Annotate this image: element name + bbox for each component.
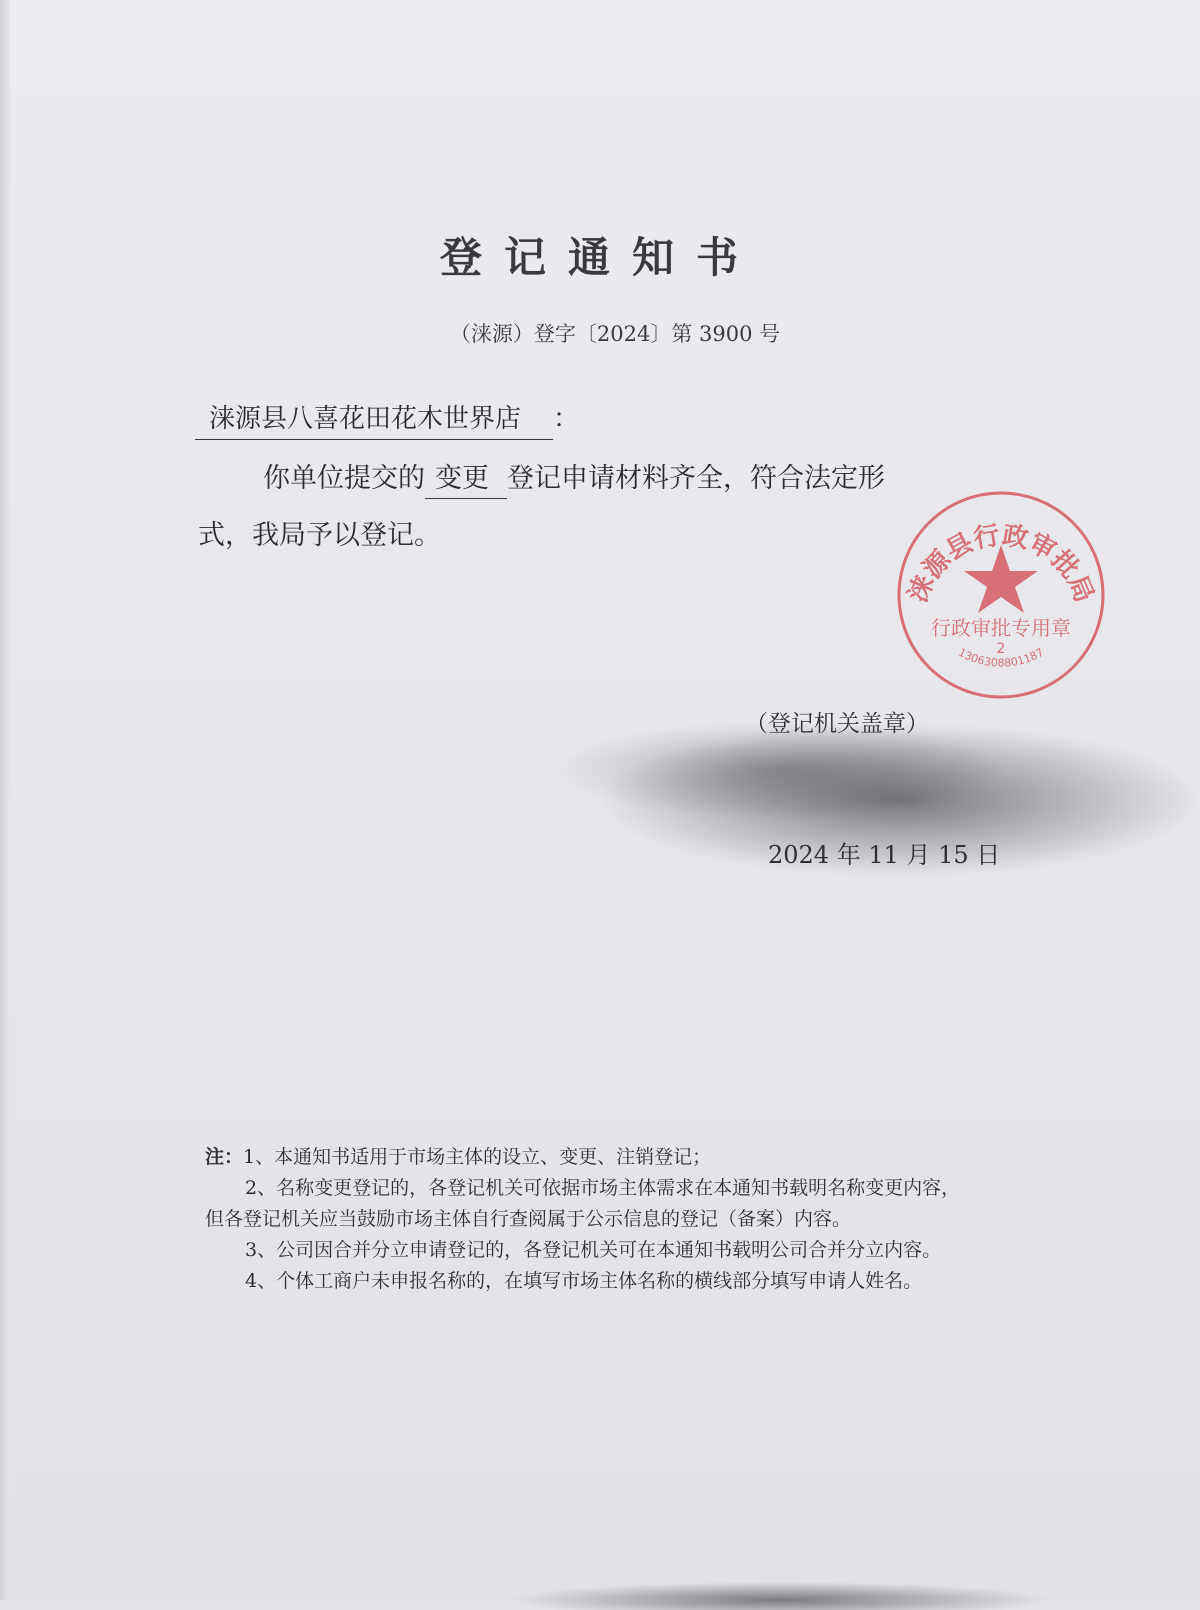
seal-code-text: 1306308801187 xyxy=(956,645,1046,670)
photo-shadow xyxy=(380,1570,1180,1610)
body-line1-rest: 登记申请材料齐全，符合法定形 xyxy=(507,463,885,494)
seal-note: （登记机关盖章） xyxy=(745,711,929,737)
note-item: 3、公司因合并分立申请登记的，各登记机关可在本通知书载明公司合并分立内容。 xyxy=(245,1239,942,1261)
issue-date: 2024 年 11 月 15 日 xyxy=(768,841,1001,869)
seal-purpose-text: 行政审批专用章 xyxy=(931,616,1071,640)
body-prefix: 你单位提交的 xyxy=(263,463,425,494)
note-item: 2、名称变更登记的，各登记机关可依据市场主体需求在本通知书载明名称变更内容， xyxy=(245,1177,961,1199)
body-line-1 xyxy=(263,456,885,499)
official-seal-stamp xyxy=(893,487,1109,703)
addressee-line xyxy=(195,398,579,440)
document-title: 登记通知书 xyxy=(439,233,760,282)
note-text: 1、本通知书适用于市场主体的设立、变更、注销登记； xyxy=(243,1146,712,1168)
note-item xyxy=(205,1142,960,1173)
notes-label: 注： xyxy=(205,1146,244,1168)
body-line-2: 式，我局予以登记。 xyxy=(198,520,441,551)
seal-authority-text: 涞源县行政审批局 xyxy=(902,520,1100,607)
registration-type: 变更 xyxy=(425,456,507,499)
note-item: 但各登记机关应当鼓励市场主体自行查阅属于公示信息的登记（备案）内容。 xyxy=(205,1208,852,1230)
notes-section xyxy=(205,1142,960,1297)
addressee-colon: ： xyxy=(553,404,580,434)
note-item: 4、个体工商户未申报名称的，在填写市场主体名称的横线部分填写申请人姓名。 xyxy=(245,1270,923,1292)
seal-sequence-text: 2 xyxy=(996,641,1006,657)
addressee-name: 涞源县八喜花田花木世界店 xyxy=(195,398,553,440)
document-number: （涞源）登字〔2024〕第 3900 号 xyxy=(449,322,781,346)
